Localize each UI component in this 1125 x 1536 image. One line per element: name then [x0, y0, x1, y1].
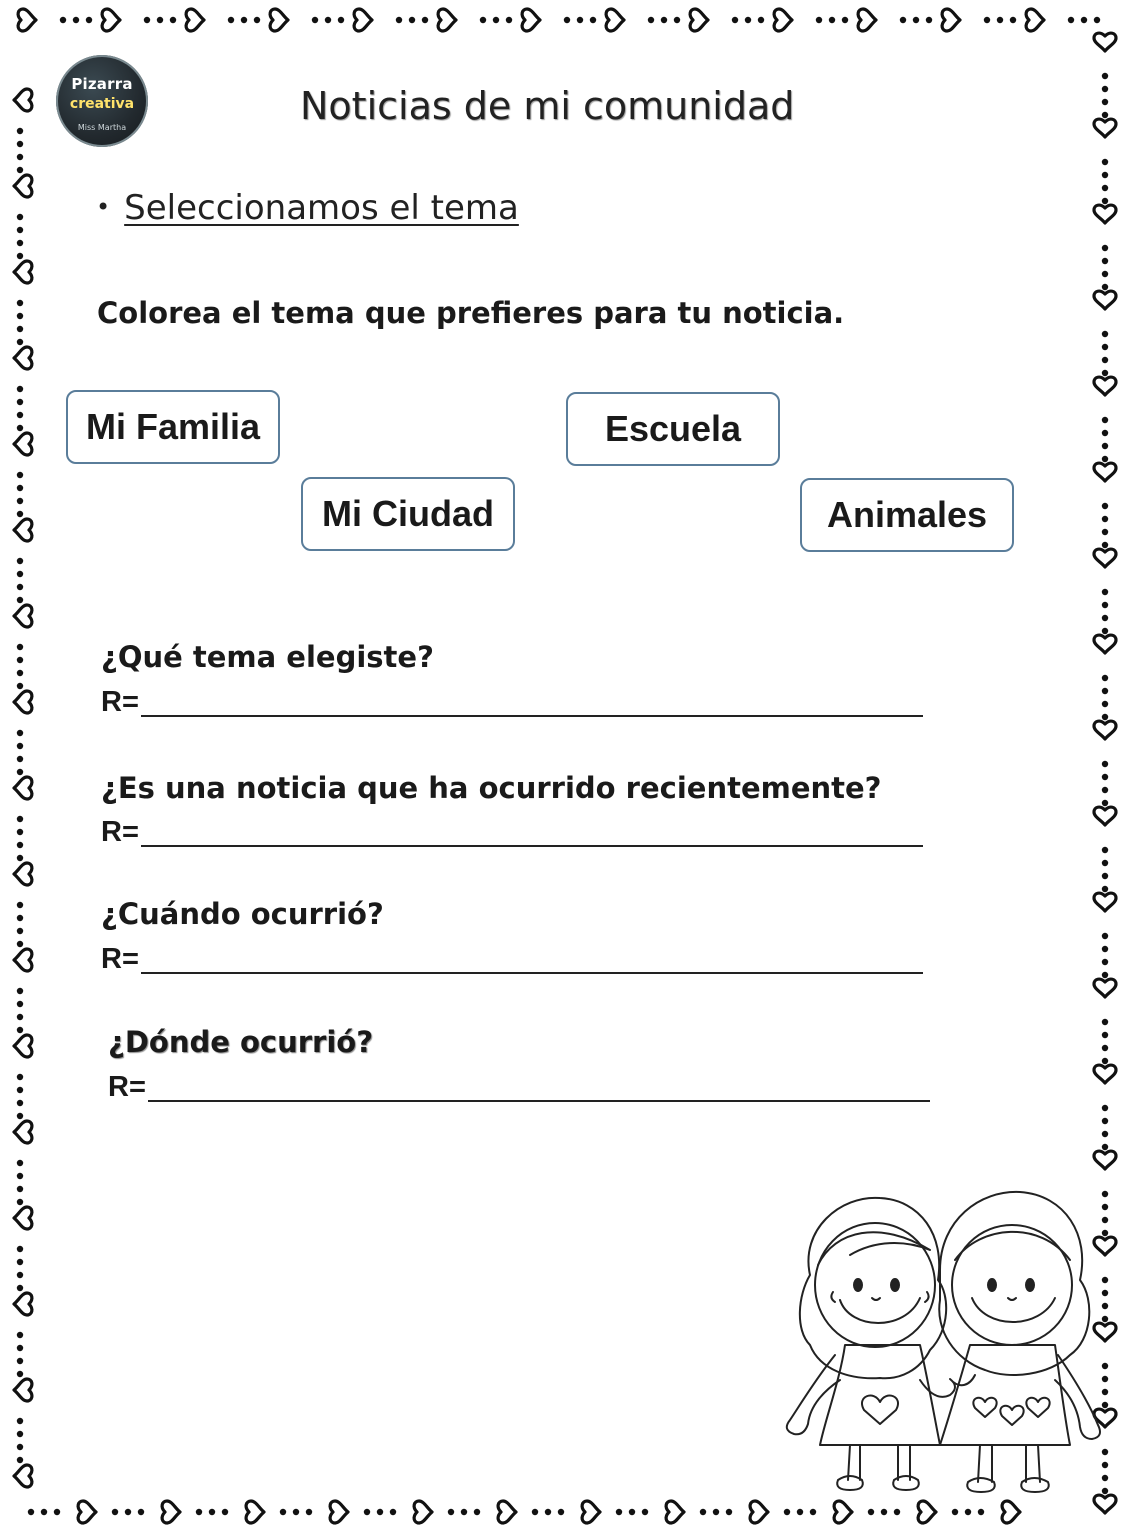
two-girls-illustration — [780, 1180, 1110, 1510]
right-girl-nose — [1008, 1298, 1016, 1300]
section-heading-text: Seleccionamos el tema — [124, 188, 519, 228]
answer-label-3: R= — [101, 943, 139, 975]
answer-row-4 — [108, 1068, 930, 1102]
right-girl-leg-left — [978, 1445, 992, 1482]
right-girl-eye-right — [1026, 1279, 1034, 1291]
question-4: ¿Dónde ocurrió? — [108, 1025, 374, 1059]
left-girl-smile — [840, 1298, 920, 1323]
left-girl-nose — [872, 1298, 880, 1300]
answer-row-1 — [101, 683, 923, 717]
right-girl-hair — [939, 1192, 1089, 1375]
right-girl-face — [952, 1225, 1072, 1345]
left-girl-cheek-left — [831, 1292, 835, 1302]
answer-label-4: R= — [108, 1071, 146, 1103]
question-3: ¿Cuándo ocurrió? — [101, 897, 384, 931]
right-girl-heart-2-icon — [1000, 1406, 1023, 1425]
answer-field-1[interactable] — [141, 687, 923, 717]
right-girl-shoe-left — [967, 1478, 995, 1492]
question-1: ¿Qué tema elegiste? — [101, 640, 434, 674]
section-heading — [96, 188, 519, 228]
pizarra-creativa-logo — [56, 55, 148, 147]
logo-line-1: Pizarra — [71, 75, 133, 93]
answer-label-2: R= — [101, 816, 139, 848]
answer-field-4[interactable] — [148, 1072, 930, 1102]
right-girl-heart-3-icon — [1026, 1398, 1049, 1417]
left-girl-heart-icon — [862, 1396, 898, 1424]
left-girl-shoe-right — [893, 1476, 919, 1490]
left-girl-face — [815, 1223, 935, 1347]
right-girl-eye-left — [988, 1279, 996, 1291]
bullet-icon: • — [96, 193, 111, 221]
left-girl-hair — [800, 1198, 946, 1378]
question-2: ¿Es una noticia que ha ocurrido recientemente? — [101, 771, 882, 805]
right-girl-bangs — [955, 1232, 1070, 1260]
left-girl-eye-right — [891, 1279, 899, 1291]
left-girl-leg-left — [848, 1445, 860, 1480]
topic-box-mi-familia[interactable]: Mi Familia — [66, 390, 280, 464]
answer-field-2[interactable] — [141, 817, 923, 847]
left-girl-dress — [820, 1345, 940, 1445]
answer-row-2 — [101, 813, 923, 847]
topic-box-animales[interactable]: Animales — [800, 478, 1014, 552]
right-girl-leg-right — [1026, 1445, 1040, 1482]
left-girl-cheek-right — [925, 1292, 929, 1302]
instruction-text: Colorea el tema que prefieres para tu noticia. — [97, 296, 845, 330]
right-girl-smile — [972, 1298, 1055, 1322]
answer-label-1: R= — [101, 686, 139, 718]
page-title: Noticias de mi comunidad — [300, 84, 795, 128]
topic-box-mi-ciudad[interactable]: Mi Ciudad — [301, 477, 515, 551]
right-girl-shoe-right — [1021, 1478, 1049, 1492]
left-girl-leg-right — [898, 1445, 910, 1480]
left-girl-left-arm — [787, 1355, 840, 1434]
logo-line-3: Miss Martha — [77, 123, 127, 132]
right-girl-heart-1-icon — [973, 1398, 996, 1417]
logo-line-2: creativa — [69, 96, 135, 112]
topic-box-escuela[interactable]: Escuela — [566, 392, 780, 466]
answer-row-3 — [101, 940, 923, 974]
left-girl-shoe-left — [837, 1476, 863, 1490]
right-girl-dress — [940, 1345, 1070, 1445]
left-girl-eye-left — [854, 1279, 862, 1291]
answer-field-3[interactable] — [141, 944, 923, 974]
